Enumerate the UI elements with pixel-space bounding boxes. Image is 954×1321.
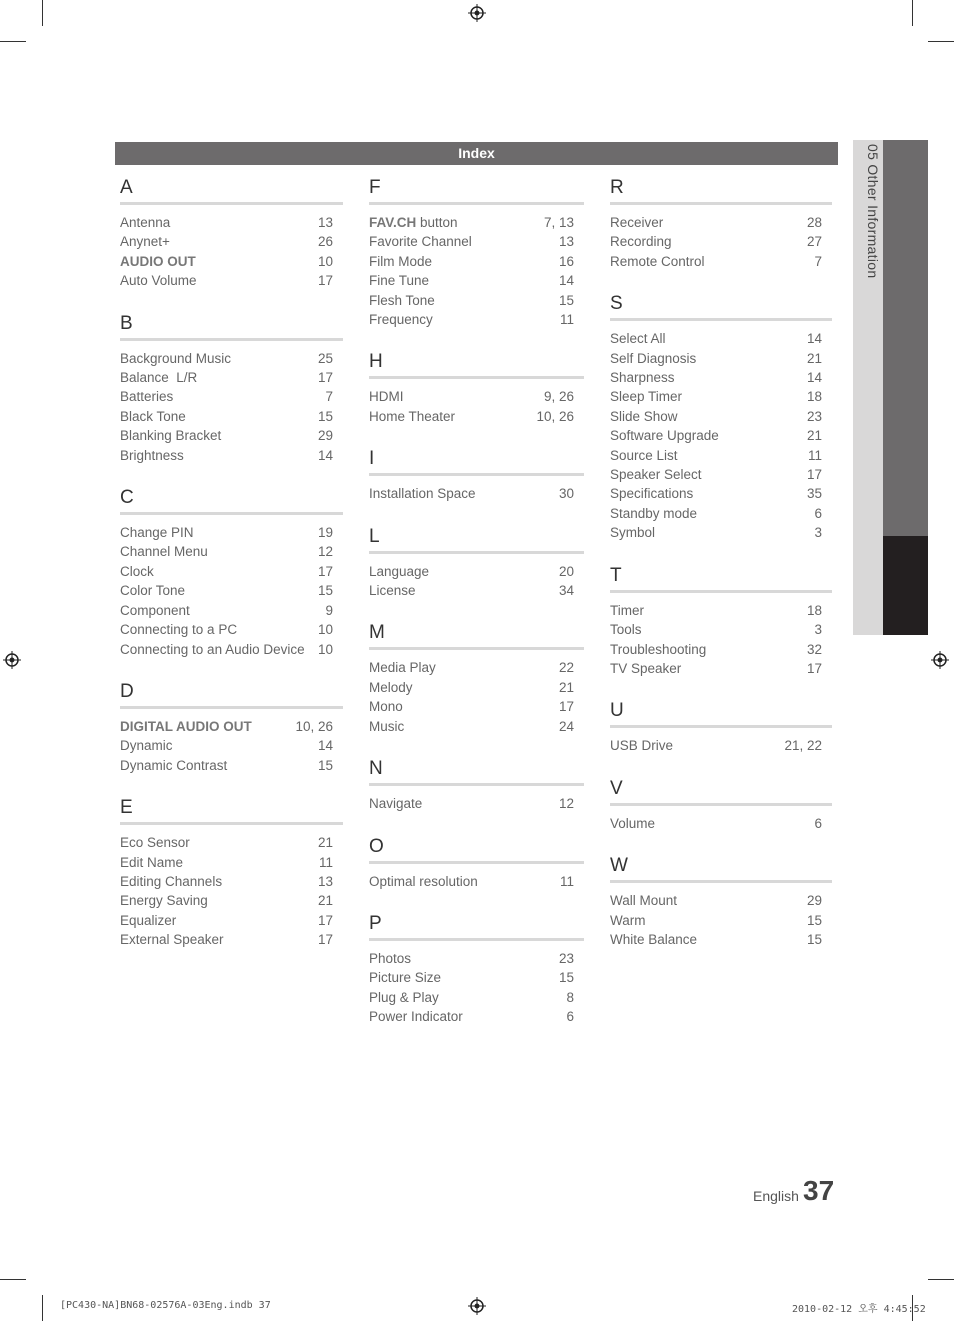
index-section bbox=[610, 175, 832, 271]
entry-term: Mono bbox=[369, 699, 403, 715]
entry-page: 12 bbox=[558, 796, 574, 812]
index-section bbox=[120, 175, 343, 291]
entry-term: Auto Volume bbox=[120, 273, 197, 289]
entry-page: 18 bbox=[806, 602, 822, 618]
crop-mark bbox=[928, 1279, 954, 1280]
entry-term: Color Tone bbox=[120, 583, 186, 599]
index-entry bbox=[369, 387, 584, 406]
entry-page: 11 bbox=[559, 873, 574, 889]
entry-page: 17 bbox=[806, 467, 822, 483]
entry-term: Slide Show bbox=[610, 408, 678, 424]
entry-page: 7 bbox=[325, 389, 333, 405]
section-letter: U bbox=[610, 698, 832, 728]
entry-page: 15 bbox=[558, 970, 574, 986]
entry-term: Language bbox=[369, 563, 430, 579]
index-section bbox=[369, 911, 584, 1027]
entry-page: 30 bbox=[558, 486, 574, 502]
entry-term: External Speaker bbox=[120, 932, 224, 948]
index-entry bbox=[369, 1007, 584, 1026]
index-section bbox=[610, 853, 832, 949]
entry-term: Tools bbox=[610, 622, 642, 638]
crop-mark bbox=[42, 0, 43, 26]
entry-term: Component bbox=[120, 602, 190, 618]
entry-page: 17 bbox=[806, 660, 822, 676]
entry-page: 6 bbox=[814, 505, 822, 521]
index-entry bbox=[120, 640, 343, 659]
index-entry bbox=[120, 349, 343, 368]
index-entry bbox=[120, 368, 343, 387]
index-entry bbox=[610, 213, 832, 232]
index-entry bbox=[120, 620, 343, 639]
entry-term: Symbol bbox=[610, 525, 656, 541]
section-letter: M bbox=[369, 620, 584, 650]
index-entry bbox=[369, 678, 584, 697]
entry-term: Background Music bbox=[120, 350, 232, 366]
section-letter: L bbox=[369, 524, 584, 554]
section-letter: O bbox=[369, 834, 584, 864]
index-entry bbox=[610, 736, 832, 755]
section-letter: A bbox=[120, 175, 343, 205]
entry-page: 9, 26 bbox=[543, 389, 574, 405]
entry-term: White Balance bbox=[610, 931, 698, 947]
index-entry bbox=[120, 581, 343, 600]
chapter-side-tab bbox=[853, 140, 928, 635]
entry-page: 3 bbox=[814, 525, 822, 541]
index-title: Index bbox=[458, 145, 495, 161]
entry-page: 21 bbox=[806, 428, 822, 444]
entry-page: 12 bbox=[317, 544, 333, 560]
entry-page: 3 bbox=[814, 622, 822, 638]
index-entry bbox=[120, 523, 343, 542]
footer-language: English bbox=[753, 1188, 799, 1204]
entry-term: Editing Channels bbox=[120, 873, 223, 889]
index-title-bar bbox=[115, 142, 838, 165]
entry-term: Recording bbox=[610, 234, 672, 250]
index-entry bbox=[120, 213, 343, 232]
crop-mark bbox=[0, 41, 26, 42]
print-slug-file: [PC430-NA]BN68-02576A-03Eng.indb 37 bbox=[60, 1300, 271, 1311]
entry-term: Photos bbox=[369, 950, 412, 966]
entry-page: 14 bbox=[317, 738, 333, 754]
section-letter: I bbox=[369, 446, 584, 476]
entry-term: Melody bbox=[369, 679, 413, 695]
index-column-1 bbox=[120, 175, 343, 970]
entry-term: Equalizer bbox=[120, 912, 177, 928]
entry-term: Flesh Tone bbox=[369, 292, 435, 308]
index-entry bbox=[610, 601, 832, 620]
entry-page: 29 bbox=[806, 893, 822, 909]
section-letter: B bbox=[120, 311, 343, 341]
crop-mark bbox=[0, 1279, 26, 1280]
entry-page: 17 bbox=[317, 563, 333, 579]
index-entry bbox=[120, 542, 343, 561]
entry-page: 32 bbox=[806, 641, 822, 657]
index-entry bbox=[120, 736, 343, 755]
entry-term: Warm bbox=[610, 912, 646, 928]
section-letter: E bbox=[120, 795, 343, 825]
entry-term: Plug & Play bbox=[369, 989, 439, 1005]
index-entry bbox=[369, 252, 584, 271]
entry-term: Speaker Select bbox=[610, 467, 702, 483]
section-letter: R bbox=[610, 175, 832, 205]
index-section bbox=[369, 620, 584, 736]
index-entry bbox=[610, 484, 832, 503]
crop-mark bbox=[42, 1295, 43, 1321]
entry-term: Remote Control bbox=[610, 253, 705, 269]
index-entry bbox=[120, 872, 343, 891]
index-section bbox=[369, 834, 584, 891]
crop-mark bbox=[912, 0, 913, 26]
entry-term: Troubleshooting bbox=[610, 641, 707, 657]
entry-term: DIGITAL AUDIO OUT bbox=[120, 718, 252, 734]
entry-term: Media Play bbox=[369, 660, 436, 676]
index-entry bbox=[610, 930, 832, 949]
index-section bbox=[610, 776, 832, 833]
entry-page: 23 bbox=[558, 950, 574, 966]
index-section bbox=[369, 756, 584, 813]
index-entry bbox=[369, 581, 584, 600]
entry-term: License bbox=[369, 583, 416, 599]
index-entry bbox=[369, 658, 584, 677]
index-entry bbox=[120, 717, 343, 736]
section-letter: C bbox=[120, 485, 343, 515]
entry-page: 25 bbox=[317, 350, 333, 366]
entry-term: Clock bbox=[120, 563, 154, 579]
entry-term: Wall Mount bbox=[610, 893, 678, 909]
index-entry bbox=[120, 601, 343, 620]
entry-term: HDMI bbox=[369, 389, 404, 405]
entry-term: Specifications bbox=[610, 486, 694, 502]
entry-term: Batteries bbox=[120, 389, 174, 405]
entry-term: Film Mode bbox=[369, 253, 433, 269]
side-tab-band bbox=[883, 140, 928, 536]
entry-term: Change PIN bbox=[120, 525, 194, 541]
entry-term: Dynamic Contrast bbox=[120, 757, 228, 773]
registration-mark-icon bbox=[468, 4, 486, 22]
registration-mark-icon bbox=[468, 1297, 486, 1315]
index-entry bbox=[120, 562, 343, 581]
entry-page: 10, 26 bbox=[295, 718, 333, 734]
entry-term: Black Tone bbox=[120, 408, 186, 424]
index-entry bbox=[369, 310, 584, 329]
index-entry bbox=[610, 659, 832, 678]
entry-term: Optimal resolution bbox=[369, 873, 478, 889]
entry-term: Installation Space bbox=[369, 486, 476, 502]
index-entry bbox=[610, 232, 832, 251]
index-entry bbox=[120, 930, 343, 949]
entry-page: 8 bbox=[566, 989, 574, 1005]
index-entry bbox=[120, 426, 343, 445]
index-section bbox=[369, 524, 584, 601]
entry-page: 34 bbox=[558, 583, 574, 599]
index-entry bbox=[610, 523, 832, 542]
index-section bbox=[369, 446, 584, 503]
entry-page: 10 bbox=[317, 641, 333, 657]
entry-term bbox=[369, 213, 458, 232]
entry-page: 11 bbox=[318, 854, 333, 870]
entry-term: Energy Saving bbox=[120, 893, 208, 909]
index-entry bbox=[120, 756, 343, 775]
section-letter: N bbox=[369, 756, 584, 786]
entry-page: 21 bbox=[558, 679, 574, 695]
entry-page: 16 bbox=[558, 253, 574, 269]
entry-page: 14 bbox=[806, 331, 822, 347]
registration-mark-icon bbox=[931, 651, 949, 669]
entry-term: AUDIO OUT bbox=[120, 253, 196, 269]
registration-mark-icon bbox=[3, 651, 21, 669]
entry-page: 9 bbox=[325, 602, 333, 618]
index-entry bbox=[610, 426, 832, 445]
entry-term: Power Indicator bbox=[369, 1009, 463, 1025]
entry-term: Brightness bbox=[120, 447, 184, 463]
index-entry bbox=[369, 988, 584, 1007]
index-entry bbox=[610, 252, 832, 271]
index-entry bbox=[369, 794, 584, 813]
entry-page: 24 bbox=[558, 718, 574, 734]
index-entry bbox=[369, 484, 584, 503]
entry-page: 10 bbox=[317, 622, 333, 638]
section-letter: T bbox=[610, 563, 832, 593]
index-entry bbox=[369, 562, 584, 581]
entry-page: 15 bbox=[317, 757, 333, 773]
index-entry bbox=[120, 833, 343, 852]
entry-page: 21 bbox=[806, 350, 822, 366]
entry-page: 14 bbox=[806, 370, 822, 386]
entry-term: Receiver bbox=[610, 215, 664, 230]
entry-term: Music bbox=[369, 718, 405, 734]
index-entry bbox=[610, 387, 832, 406]
entry-term: Sleep Timer bbox=[610, 389, 683, 405]
index-section bbox=[120, 679, 343, 775]
entry-page: 13 bbox=[317, 215, 333, 230]
index-entry bbox=[610, 349, 832, 368]
chapter-label: 05 Other Information bbox=[865, 144, 881, 279]
entry-page: 6 bbox=[814, 815, 822, 831]
entry-term: Channel Menu bbox=[120, 544, 208, 560]
entry-page: 17 bbox=[317, 912, 333, 928]
entry-term: Volume bbox=[610, 815, 656, 831]
entry-term: Fine Tune bbox=[369, 273, 430, 289]
index-entry bbox=[610, 891, 832, 910]
index-entry bbox=[610, 368, 832, 387]
index-entry bbox=[610, 407, 832, 426]
index-entry bbox=[120, 232, 343, 251]
entry-page: 17 bbox=[558, 699, 574, 715]
entry-page: 15 bbox=[317, 408, 333, 424]
entry-term: Antenna bbox=[120, 215, 171, 230]
index-entry bbox=[120, 271, 343, 290]
entry-page: 26 bbox=[317, 234, 333, 250]
index-entry bbox=[369, 213, 584, 232]
print-slug-date: 2010-02-12 오후 4:45:52 bbox=[792, 1304, 926, 1315]
entry-term: Timer bbox=[610, 602, 644, 618]
index-entry bbox=[610, 620, 832, 639]
index-section bbox=[120, 485, 343, 659]
index-entry bbox=[369, 232, 584, 251]
entry-page: 21 bbox=[317, 835, 333, 851]
entry-term: TV Speaker bbox=[610, 660, 682, 676]
entry-page: 23 bbox=[806, 408, 822, 424]
index-entry bbox=[610, 640, 832, 659]
entry-page: 21, 22 bbox=[784, 738, 822, 754]
entry-term: Standby mode bbox=[610, 505, 698, 521]
entry-term: Software Upgrade bbox=[610, 428, 719, 444]
entry-page: 18 bbox=[806, 389, 822, 405]
entry-page: 15 bbox=[317, 583, 333, 599]
section-letter: P bbox=[369, 911, 584, 941]
entry-page: 13 bbox=[558, 234, 574, 250]
entry-page: 17 bbox=[317, 932, 333, 948]
entry-page: 17 bbox=[317, 273, 333, 289]
entry-term: Sharpness bbox=[610, 370, 675, 386]
index-entry bbox=[120, 911, 343, 930]
crop-mark bbox=[928, 41, 954, 42]
entry-term: Select All bbox=[610, 331, 666, 347]
section-letter: W bbox=[610, 853, 832, 883]
index-entry bbox=[610, 504, 832, 523]
index-entry bbox=[369, 717, 584, 736]
entry-term: Balance L/R bbox=[120, 370, 198, 386]
entry-term: Navigate bbox=[369, 796, 423, 812]
entry-term: Source List bbox=[610, 447, 678, 463]
entry-term: Home Theater bbox=[369, 408, 456, 424]
index-entry bbox=[120, 407, 343, 426]
entry-page: 15 bbox=[806, 912, 822, 928]
entry-page: 20 bbox=[558, 563, 574, 579]
index-entry bbox=[369, 949, 584, 968]
entry-page: 11 bbox=[559, 312, 574, 328]
page-number: 37 bbox=[803, 1175, 835, 1206]
index-column-2 bbox=[369, 175, 584, 1047]
entry-term: Picture Size bbox=[369, 970, 442, 986]
index-entry bbox=[120, 853, 343, 872]
entry-page: 10 bbox=[317, 253, 333, 269]
entry-term: Connecting to a PC bbox=[120, 622, 238, 638]
entry-term: Eco Sensor bbox=[120, 835, 190, 851]
entry-page: 6 bbox=[566, 1009, 574, 1025]
entry-term: Self Diagnosis bbox=[610, 350, 697, 366]
index-entry bbox=[369, 271, 584, 290]
entry-page: 10, 26 bbox=[536, 408, 574, 424]
entry-term-rest: button bbox=[416, 215, 458, 230]
index-entry bbox=[610, 329, 832, 348]
index-section bbox=[369, 349, 584, 426]
entry-term-bold: FAV.CH bbox=[369, 215, 417, 230]
entry-page: 19 bbox=[317, 525, 333, 541]
entry-term: Dynamic bbox=[120, 738, 173, 754]
index-entry bbox=[369, 968, 584, 987]
entry-page: 13 bbox=[317, 873, 333, 889]
index-section bbox=[369, 175, 584, 329]
entry-page: 29 bbox=[317, 428, 333, 444]
index-section bbox=[120, 311, 343, 465]
entry-page: 7 bbox=[814, 253, 822, 269]
entry-page: 14 bbox=[317, 447, 333, 463]
entry-page: 27 bbox=[806, 234, 822, 250]
entry-page: 15 bbox=[558, 292, 574, 308]
index-entry bbox=[120, 252, 343, 271]
entry-page: 22 bbox=[558, 660, 574, 676]
section-letter: H bbox=[369, 349, 584, 379]
index-entry bbox=[369, 872, 584, 891]
index-entry bbox=[120, 387, 343, 406]
entry-term: Anynet+ bbox=[120, 234, 170, 250]
index-entry bbox=[369, 407, 584, 426]
section-letter: D bbox=[120, 679, 343, 709]
index-entry bbox=[369, 697, 584, 716]
side-tab-band-dark bbox=[883, 536, 928, 635]
entry-term: Favorite Channel bbox=[369, 234, 472, 250]
entry-page: 14 bbox=[558, 273, 574, 289]
entry-page: 35 bbox=[806, 486, 822, 502]
entry-page: 17 bbox=[317, 370, 333, 386]
index-section bbox=[610, 698, 832, 755]
section-letter: F bbox=[369, 175, 584, 205]
index-entry bbox=[610, 446, 832, 465]
section-letter: S bbox=[610, 291, 832, 321]
index-entry bbox=[610, 911, 832, 930]
entry-term: USB Drive bbox=[610, 738, 674, 754]
index-section bbox=[120, 795, 343, 949]
index-entry bbox=[120, 446, 343, 465]
entry-term: Connecting to an Audio Device bbox=[120, 641, 305, 657]
entry-page: 21 bbox=[317, 893, 333, 909]
index-column-3 bbox=[610, 175, 832, 969]
index-entry bbox=[120, 891, 343, 910]
entry-page: 15 bbox=[806, 931, 822, 947]
entry-term: Edit Name bbox=[120, 854, 184, 870]
index-entry bbox=[610, 465, 832, 484]
entry-page: 7, 13 bbox=[543, 215, 574, 230]
entry-page: 28 bbox=[806, 215, 822, 230]
index-entry bbox=[369, 291, 584, 310]
entry-page: 11 bbox=[807, 447, 822, 463]
entry-term: Blanking Bracket bbox=[120, 428, 222, 444]
index-section bbox=[610, 563, 832, 679]
index-entry bbox=[610, 814, 832, 833]
index-section bbox=[610, 291, 832, 542]
section-letter: V bbox=[610, 776, 832, 806]
entry-term: Frequency bbox=[369, 312, 433, 328]
